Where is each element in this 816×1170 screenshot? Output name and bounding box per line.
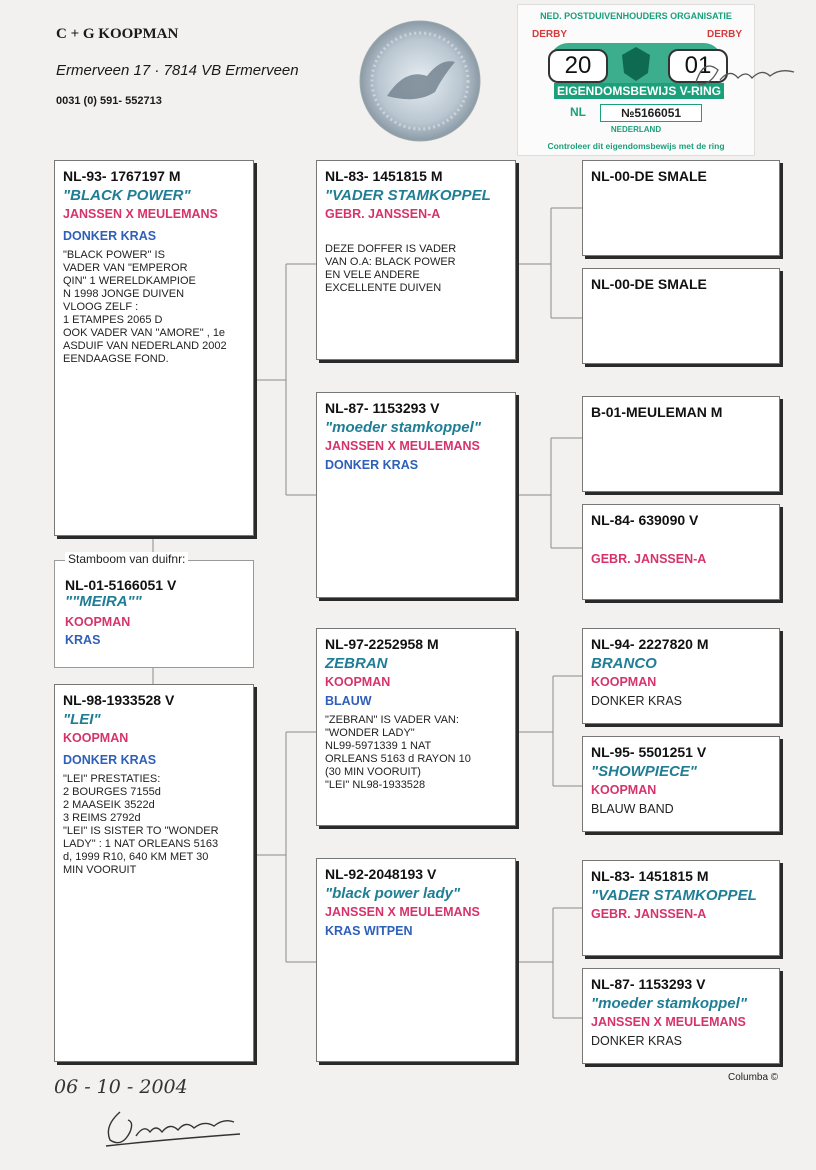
dam-card[interactable]: [54, 684, 254, 1062]
ggp-2-card[interactable]: [582, 268, 780, 364]
owner-signature-bottom: [100, 1096, 260, 1156]
card-derby-right: DERBY: [706, 29, 742, 40]
ggp-4-ring: NL-84- 639090 V: [591, 512, 699, 528]
footer-brand: Columba ©: [728, 1072, 779, 1083]
subject-legend: Stamboom van duifnr:: [65, 552, 188, 566]
card-year-right: 01: [668, 49, 728, 83]
ggp-6-ring: NL-95- 5501251 V: [591, 744, 707, 760]
ggp-4-card[interactable]: [582, 504, 780, 600]
dam-notes: "LEI" PRESTATIES: 2 BOURGES 7155d 2 MAASEIK 3522d 3 REIMS 2792d "LEI" IS SISTER TO "WONDER LADY" : 1 NAT ORLEANS 5163 d, 1999 R10, 640 KM MET 30 MIN VOORUIT: [63, 773, 219, 876]
ggp-8-color: DONKER KRAS: [591, 1034, 682, 1048]
owner-address: Ermerveen 17 · 7814 VB Ermerveen: [56, 62, 299, 79]
ggp-6-color: BLAUW BAND: [591, 802, 674, 816]
card-band-text: EIGENDOMSBEWIJS V-RING: [554, 83, 724, 99]
owner-name: C + G KOOPMAN: [56, 26, 179, 42]
ggp-8-breeder: JANSSEN X MEULEMANS: [591, 1015, 746, 1029]
card-country: NEDERLAND: [610, 125, 662, 134]
sire-dam-color: DONKER KRAS: [325, 458, 419, 472]
ggp-2-ring: NL-00-DE SMALE: [591, 276, 707, 292]
sire-dam-ring: NL-87- 1153293 V: [325, 400, 440, 416]
ggp-1-card[interactable]: [582, 160, 780, 256]
dam-dam-name: "black power lady": [325, 885, 461, 902]
ggp-6-name: "SHOWPIECE": [591, 763, 697, 780]
dam-sire-name: ZEBRAN: [325, 655, 388, 672]
sire-sire-name: "VADER STAMKOPPEL: [325, 187, 491, 204]
dam-sire-breeder: KOOPMAN: [325, 675, 391, 689]
ggp-1-ring: NL-00-DE SMALE: [591, 168, 707, 184]
sire-notes: "BLACK POWER" IS VADER VAN "EMPEROR QIN" 1 WERELDKAMPIOE N 1998 JONGE DUIVEN VLOOG ZELF : 1 ETAMPES 2065 D OOK VADER VAN "AMORE" , 1e ASDUIF VAN NEDERLAND 2002 EENDAAGSE FOND.: [63, 249, 227, 365]
sire-name: "BLACK POWER": [63, 187, 191, 204]
signature-date: 06 - 10 - 2004: [54, 1076, 188, 1098]
dam-ring: NL-98-1933528 V: [63, 692, 175, 708]
ggp-8-card[interactable]: [582, 968, 780, 1064]
dam-sire-card[interactable]: [316, 628, 516, 826]
ggp-5-name: BRANCO: [591, 655, 657, 672]
dam-dam-color: KRAS WITPEN: [325, 924, 413, 938]
ggp-5-breeder: KOOPMAN: [591, 675, 657, 689]
card-year-left: 20: [548, 49, 608, 83]
ggp-3-ring: B-01-MEULEMAN M: [591, 404, 723, 420]
dam-name: "LEI": [63, 711, 101, 728]
sire-ring: NL-93- 1767197 M: [63, 168, 181, 184]
card-organisation: NED. POSTDUIVENHOUDERS ORGANISATIE: [540, 11, 732, 21]
sire-dam-card[interactable]: [316, 392, 516, 598]
ggp-5-color: DONKER KRAS: [591, 694, 682, 708]
subject-breeder: KOOPMAN: [65, 615, 131, 629]
sire-dam-name: "moeder stamkoppel": [325, 419, 481, 436]
dam-breeder: KOOPMAN: [63, 731, 129, 745]
dam-sire-color: BLAUW: [325, 694, 372, 708]
card-serial: №5166051: [600, 104, 702, 122]
ggp-7-ring: NL-83- 1451815 M: [591, 868, 709, 884]
ggp-7-breeder: GEBR. JANSSEN-A: [591, 907, 707, 921]
subject-color: KRAS: [65, 633, 101, 647]
ggp-6-card[interactable]: [582, 736, 780, 832]
sire-sire-notes: DEZE DOFFER IS VADER VAN O.A: BLACK POWER EN VELE ANDERE EXCELLENTE DUIVEN: [325, 243, 457, 294]
card-nl-label: NL: [570, 105, 586, 119]
ggp-7-card[interactable]: [582, 860, 780, 956]
ggp-6-breeder: KOOPMAN: [591, 783, 657, 797]
subject-card[interactable]: [54, 552, 254, 668]
dam-dam-card[interactable]: [316, 858, 516, 1062]
sire-sire-ring: NL-83- 1451815 M: [325, 168, 443, 184]
ggp-8-name: "moeder stamkoppel": [591, 995, 747, 1012]
owner-signature-top: [690, 52, 800, 96]
sire-sire-card[interactable]: [316, 160, 516, 360]
ggp-4-breeder: GEBR. JANSSEN-A: [591, 552, 707, 566]
hologram-seal-icon: [357, 18, 483, 144]
ggp-7-name: "VADER STAMKOPPEL: [591, 887, 757, 904]
dam-sire-notes: "ZEBRAN" IS VADER VAN: "WONDER LADY" NL99-5971339 1 NAT ORLEANS 5163 d RAYON 10 (30 MIN VOORUIT) "LEI" NL98-1933528: [325, 714, 471, 791]
card-footer-note: Controleer dit eigendomsbewijs met de ring: [547, 141, 725, 151]
ggp-5-card[interactable]: [582, 628, 780, 724]
sire-sire-breeder: GEBR. JANSSEN-A: [325, 207, 441, 221]
sire-breeder: JANSSEN X MEULEMANS: [63, 207, 218, 221]
ggp-8-ring: NL-87- 1153293 V: [591, 976, 706, 992]
owner-phone: 0031 (0) 591- 552713: [56, 95, 162, 107]
sire-color: DONKER KRAS: [63, 229, 157, 243]
dam-dam-ring: NL-92-2048193 V: [325, 866, 437, 882]
subject-name: ""MEIRA"": [65, 593, 142, 610]
sire-dam-breeder: JANSSEN X MEULEMANS: [325, 439, 480, 453]
card-derby-left: DERBY: [532, 29, 568, 40]
dam-dam-breeder: JANSSEN X MEULEMANS: [325, 905, 480, 919]
subject-ring: NL-01-5166051 V: [65, 577, 177, 593]
sire-card[interactable]: [54, 160, 254, 536]
dam-color: DONKER KRAS: [63, 753, 157, 767]
ggp-3-card[interactable]: [582, 396, 780, 492]
dam-sire-ring: NL-97-2252958 M: [325, 636, 439, 652]
ggp-5-ring: NL-94- 2227820 M: [591, 636, 709, 652]
